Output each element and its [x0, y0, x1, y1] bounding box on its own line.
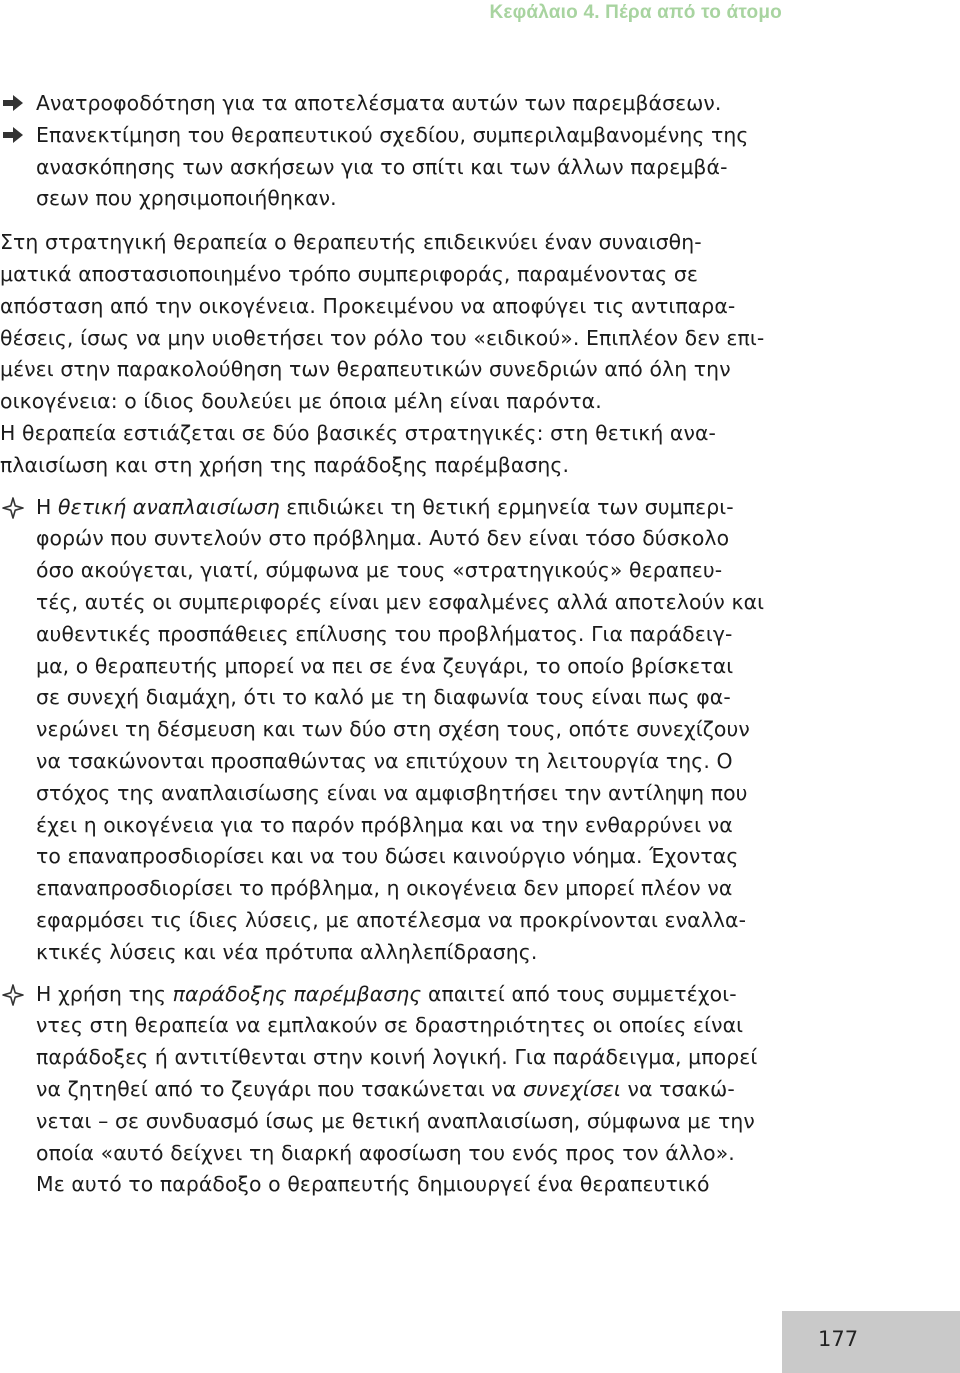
page-number: 177	[818, 1327, 859, 1351]
bullet-line: Επανεκτίμηση του θεραπευτικού σχεδίου, συμπεριλαμβανομένης της	[36, 122, 749, 147]
bullet-line: ντες στη θεραπεία να εμπλακούν σε δραστηριότητες οι οποίες είναι	[36, 1013, 744, 1038]
paragraph-strategic-therapy	[0, 227, 784, 418]
bullet-line: νεται – σε συνδυασμό ίσως με θετική αναπλαισίωση, σύμφωνα με την	[36, 1108, 755, 1133]
arrow-bullet-item	[0, 88, 784, 120]
bullet-line: το επαναπροσδιορίσει και να του δώσει καινούργιο νόημα. Έχοντας	[36, 844, 739, 869]
paragraph-line: Η θεραπεία εστιάζεται σε δύο βασικές στρατηγικές: στη θετική ανα-	[0, 420, 716, 445]
paragraph-line: πλαισίωση και στη χρήση της παράδοξης παρέμβασης.	[0, 452, 570, 477]
paragraph-two-strategies	[0, 418, 784, 482]
bullet-line: αυθεντικές προσπάθειες επίλυσης του προβλήματος. Για παράδειγ-	[36, 621, 733, 646]
bullet-line: να ζητηθεί από το ζευγάρι που τσακώνεται να συνεχίσει να τσακώ-	[36, 1076, 735, 1101]
four-point-star-icon	[2, 497, 24, 519]
bullet-line: Η θετική αναπλαισίωση επιδιώκει τη θετική ερμηνεία των συμπερι-	[36, 494, 734, 519]
bullet-line: κτικές λύσεις και νέα πρότυπα αλληλεπίδρασης.	[36, 939, 538, 964]
bullet-line: Με αυτό το παράδοξο ο θεραπευτής δημιουργεί ένα θεραπευτικό	[36, 1172, 710, 1197]
bullet-line: νερώνει τη δέσμευση και των δύο στη σχέση τους, οπότε συνεχίζουν	[36, 717, 750, 742]
bullet-line: ανασκόπησης των ασκήσεων για το σπίτι και των άλλων παρεμβά-	[36, 154, 728, 179]
bullet-line: να τσακώνονται προσπαθώντας να επιτύχουν τη λειτουργία της. Ο	[36, 748, 733, 773]
bullet-line: εφαρμόσει τις ίδιες λύσεις, με αποτέλεσμα να προκρίνονται εναλλα-	[36, 907, 747, 932]
bullet-line: έχει η οικογένεια για το παρόν πρόβλημα και να την ενθαρρύνει να	[36, 812, 733, 837]
bullet-line: σεων που χρησιμοποιήθηκαν.	[36, 186, 337, 211]
bullet-line: οποία «αυτό δείχνει τη διαρκή αφοσίωση του ενός προς τον άλλο».	[36, 1140, 735, 1165]
paragraph-line: Στη στρατηγική θεραπεία ο θεραπευτής επιδεικνύει έναν συναισθη-	[0, 230, 702, 255]
bullet-line: παράδοξες ή αντιτίθενται στην κοινή λογική. Για παράδειγμα, μπορεί	[36, 1045, 758, 1070]
page-number-box	[782, 1311, 960, 1373]
star-bullet-paradoxical-intervention	[0, 979, 784, 1202]
bullet-line: μα, ο θεραπευτής μπορεί να πει σε ένα ζευγάρι, το οποίο βρίσκεται	[36, 653, 734, 678]
bullet-line: Ανατροφοδότηση για τα αποτελέσματα αυτών των παρεμβάσεων.	[36, 91, 722, 115]
paragraph-line: οικογένεια: ο ίδιος δουλεύει με όποια μέλη είναι παρόντα.	[0, 389, 602, 414]
italic-term: παράδοξης παρέμβασης	[172, 981, 422, 1006]
bullet-line: στόχος της αναπλαισίωσης είναι να αμφισβητήσει την αντίληψη που	[36, 780, 748, 805]
running-head: Κεφάλαιο 4. Πέρα από το άτομο	[489, 2, 782, 23]
paragraph-line: μένει στην παρακολούθηση των θεραπευτικών συνεδριών από όλη την	[0, 357, 731, 382]
paragraph-line: θέσεις, ίσως να μην υιοθετήσει τον ρόλο του «ειδικού». Επιπλέον δεν επι-	[0, 325, 765, 350]
four-point-star-icon	[2, 984, 24, 1006]
arrow-bullet-item	[0, 120, 784, 215]
body-text	[0, 88, 784, 1201]
arrow-right-icon	[2, 94, 24, 112]
arrow-right-icon	[2, 126, 24, 144]
italic-term: συνεχίσει	[523, 1076, 621, 1101]
bullet-line: φορών που συντελούν στο πρόβλημα. Αυτό δεν είναι τόσο δύσκολο	[36, 526, 730, 551]
bullet-line: τές, αυτές οι συμπεριφορές είναι μεν εσφαλμένες αλλά αποτελούν και	[36, 589, 765, 614]
italic-term: θετική αναπλαισίωση	[58, 494, 280, 519]
bullet-line: όσο ακούγεται, γιατί, σύμφωνα με τους «στρατηγικούς» θεραπευ-	[36, 558, 723, 583]
bullet-line: σε συνεχή διαμάχη, ότι το καλό με τη διαφωνία τους είναι πως φα-	[36, 685, 731, 710]
star-bullet-positive-reframing	[0, 492, 784, 969]
bullet-line: Η χρήση της παράδοξης παρέμβασης απαιτεί από τους συμμετέχοι-	[36, 981, 737, 1006]
paragraph-line: ματικά αποστασιοποιημένο τρόπο συμπεριφοράς, παραμένοντας σε	[0, 261, 699, 286]
bullet-line: επαναπροσδιορίσει το πρόβλημα, η οικογένεια δεν μπορεί πλέον να	[36, 876, 733, 901]
paragraph-line: απόσταση από την οικογένεια. Προκειμένου να αποφύγει τις αντιπαρα-	[0, 293, 736, 318]
